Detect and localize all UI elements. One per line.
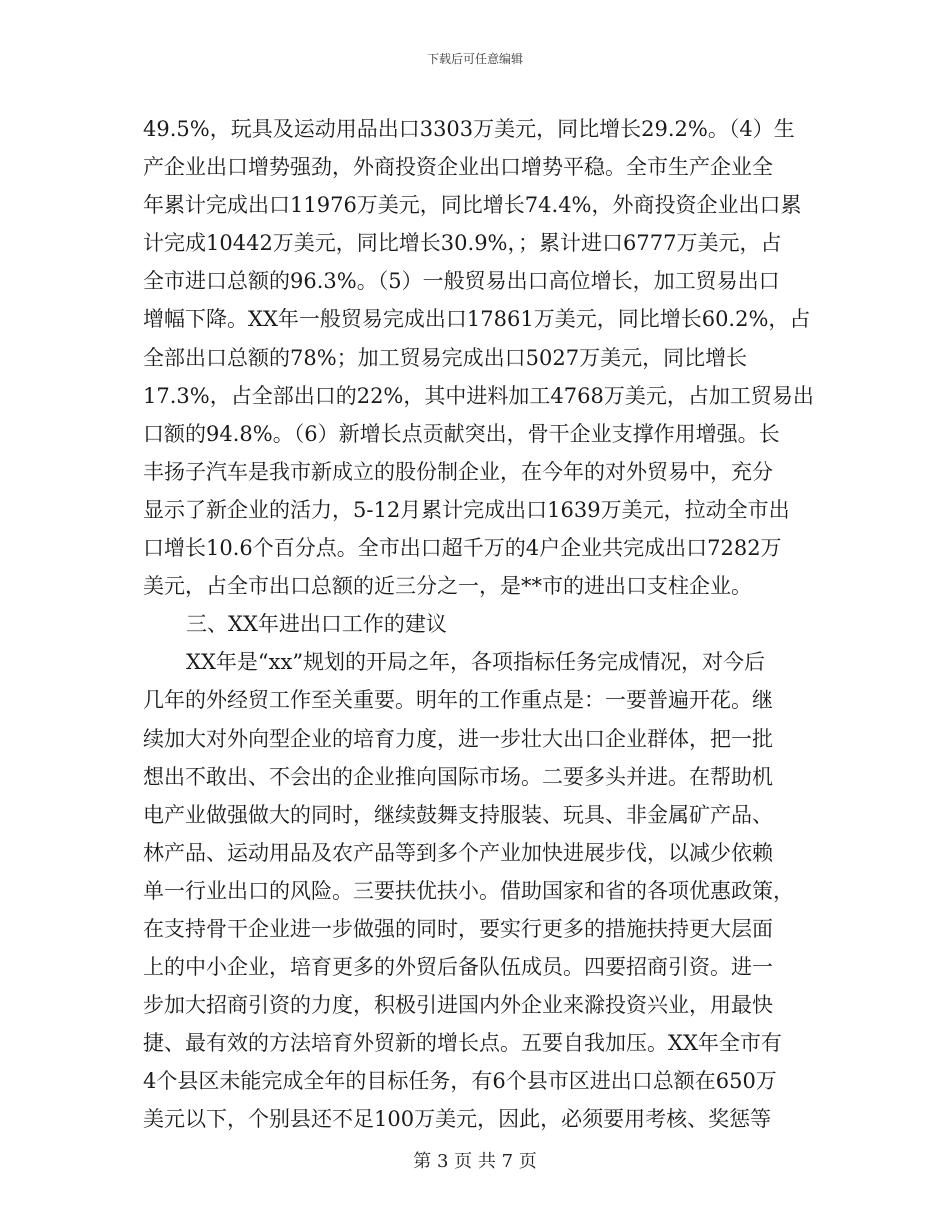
body-line: 丰扬子汽车是我市新成立的股份制企业，在今年的对外贸易中，充分	[143, 459, 773, 484]
body-line: 续加大对外向型企业的培育力度，进一步壮大出口企业群体，把一批	[143, 726, 773, 751]
body-line: 美元以下，个别县还不足100万美元，因此，必须要用考核、奖惩等	[143, 1107, 772, 1132]
body-line: 计完成10442万美元，同比增长30.9%，；累计进口6777万美元，占	[143, 231, 782, 256]
body-line: 林产品、运动用品及农产品等到多个产业加快进展步伐，以减少依赖	[143, 840, 773, 865]
body-line: 显示了新企业的活力，5-12月累计完成出口1639万美元，拉动全市出	[143, 497, 790, 522]
body-line: 步加大招商引资的力度，积极引进国内外企业来滁投资兴业，用最快	[143, 993, 773, 1018]
body-line: 口额的94.8%。（6）新增长点贡献突出，骨干企业支撑作用增强。长	[143, 421, 780, 446]
body-line: 增幅下降。XX年一般贸易完成出口17861万美元，同比增长60.2%，占	[143, 307, 811, 332]
body-line: 在支持骨干企业进一步做强的同时，要实行更多的措施扶持更大层面	[143, 916, 773, 941]
section-heading: 三、XX年进出口工作的建议	[186, 612, 447, 637]
body-line: 捷、最有效的方法培育外贸新的增长点。五要自我加压。XX年全市有	[143, 1031, 782, 1056]
document-body	[143, 110, 814, 1139]
body-line: 想出不敢出、不会出的企业推向国际市场。二要多头并进。在帮助机	[143, 764, 773, 789]
page-number-footer: 第 3 页 共 7 页	[413, 1151, 537, 1172]
body-line: 全市进口总额的96.3%。（5）一般贸易出口高位增长，加工贸易出口	[143, 269, 780, 294]
body-line: 全部出口总额的78%；加工贸易完成出口5027万美元，同比增长	[143, 345, 748, 370]
body-line: 几年的外经贸工作至关重要。明年的工作重点是：一要普遍开花。继	[143, 688, 773, 713]
paragraph-first-line: XX年是“xx”规划的开局之年，各项指标任务完成情况，对今后	[186, 650, 766, 675]
body-line: 49.5%，玩具及运动用品出口3303万美元，同比增长29.2%。（4）生	[143, 117, 795, 141]
body-line: 年累计完成出口11976万美元，同比增长74.4%，外商投资企业出口累	[143, 193, 802, 218]
body-line: 电产业做强做大的同时，继续鼓舞支持服装、玩具、非金属矿产品、	[143, 802, 773, 827]
body-line: 美元，占全市出口总额的近三分之一，是**市的进出口支柱企业。	[143, 574, 752, 599]
page-header: 下载后可任意编辑	[426, 52, 523, 66]
body-line: 单一行业出口的风险。三要扶优扶小。借助国家和省的各项优惠政策，	[143, 878, 794, 903]
body-line: 17.3%，占全部出口的22%，其中进料加工4768万美元，占加工贸易出	[143, 383, 814, 408]
body-line: 产企业出口增势强劲，外商投资企业出口增势平稳。全市生产企业全	[143, 155, 773, 180]
body-line: 口增长10.6个百分点。全市出口超千万的4户企业共完成出口7282万	[143, 536, 782, 561]
body-line: 上的中小企业，培育更多的外贸后备队伍成员。四要招商引资。进一	[143, 955, 773, 980]
body-line: 4个县区未能完成全年的目标任务，有6个县市区进出口总额在650万	[143, 1069, 777, 1094]
